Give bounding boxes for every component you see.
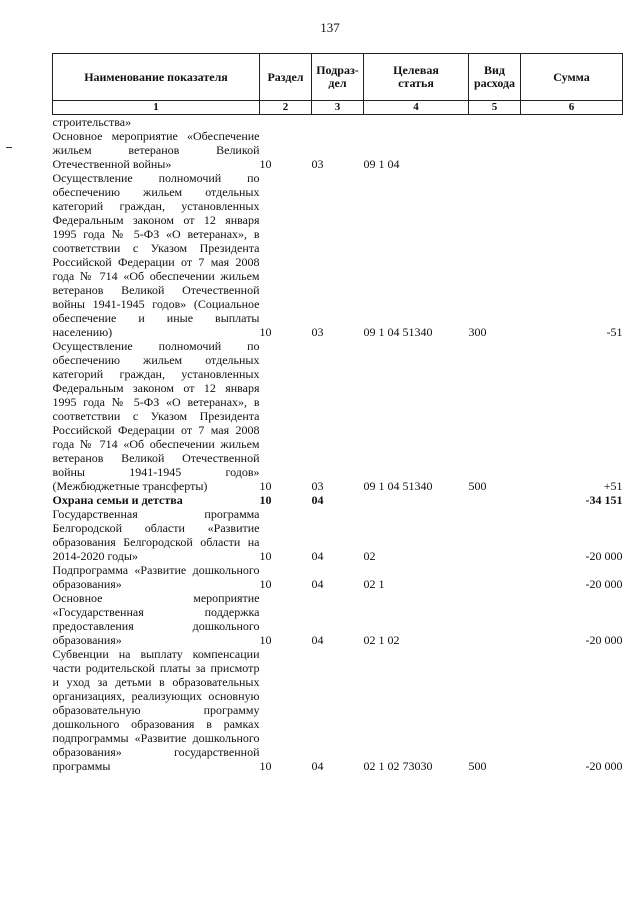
- column-number: 2: [260, 101, 312, 115]
- cell-target: [364, 493, 469, 507]
- cell-razdel: 10: [259, 549, 272, 563]
- cell-razdel: [260, 115, 312, 130]
- budget-table: [52, 53, 623, 773]
- cell-podrazdel: 03: [311, 479, 324, 493]
- cell-vid: [469, 115, 521, 130]
- cell-summa: +51: [603, 479, 623, 493]
- cell-vid: 500: [468, 479, 487, 493]
- margin-mark: [6, 147, 12, 148]
- table-row: [53, 507, 623, 563]
- table-row: [53, 563, 623, 591]
- cell-name: Охрана семьи и детства: [52, 493, 183, 507]
- cell-vid: [469, 591, 521, 647]
- cell-target: 09 1 04: [363, 157, 400, 171]
- cell-target: 09 1 04 51340: [363, 479, 433, 493]
- cell-summa: -20 000: [585, 759, 623, 773]
- cell-name: Основное мероприятие «Государственная поддержка предоставления дошкольного образования»: [52, 591, 260, 647]
- cell-vid: [469, 493, 521, 507]
- cell-name: строительства»: [52, 115, 132, 129]
- column-number-row: [53, 101, 623, 115]
- header-name: Наименование показателя: [53, 54, 260, 101]
- table-row: [53, 591, 623, 647]
- cell-razdel: 10: [259, 157, 272, 171]
- cell-vid: [469, 563, 521, 591]
- cell-summa: -20 000: [585, 549, 623, 563]
- column-number: 3: [312, 101, 364, 115]
- table-row: [53, 129, 623, 171]
- header-vid: Вид расхода: [469, 54, 521, 101]
- cell-target: 02: [363, 549, 376, 563]
- table-row: [53, 647, 623, 773]
- table-row: [53, 171, 623, 339]
- column-number: 6: [521, 101, 623, 115]
- cell-razdel: 10: [259, 633, 272, 647]
- cell-target: [364, 115, 469, 130]
- header-summa: Сумма: [521, 54, 623, 101]
- cell-podrazdel: 04: [311, 633, 324, 647]
- cell-vid: [469, 129, 521, 171]
- column-number: 1: [53, 101, 260, 115]
- table-row: [53, 115, 623, 130]
- cell-name: Основное мероприятие «Обеспечение жильем ветеранов Великой Отечественной войны»: [52, 129, 260, 171]
- cell-target: 09 1 04 51340: [363, 325, 433, 339]
- cell-target: 02 1: [363, 577, 385, 591]
- cell-razdel: 10: [259, 479, 272, 493]
- cell-vid: 500: [468, 759, 487, 773]
- cell-podrazdel: 04: [311, 549, 324, 563]
- cell-podrazdel: 04: [311, 759, 324, 773]
- header-podrazdel: Подраз- дел: [312, 54, 364, 101]
- cell-summa: [521, 115, 623, 130]
- header-razdel: Раздел: [260, 54, 312, 101]
- cell-name: Подпрограмма «Развитие дошкольного образования»: [52, 563, 260, 591]
- table-body: [53, 115, 623, 774]
- cell-name: Осуществление полномочий по обеспечению жильем отдельных категорий граждан, установленных Федеральным законом от 12 января 1995 года № 5-ФЗ «О ветеранах», в соответствии с Указом Президента Российской Федерации от 7 мая 2008 года № 714 «Об обеспечении жильем ветеранов Великой Отечественной войны 1941-1945 годов» (Социальное обеспечение и иные выплаты населению): [52, 171, 260, 339]
- cell-razdel: 10: [259, 325, 272, 339]
- column-number: 5: [469, 101, 521, 115]
- cell-summa: -20 000: [585, 577, 623, 591]
- cell-name: Субвенции на выплату компенсации части родительской платы за присмотр и уход за детьми в образовательных организациях, реализующих основную образовательную программу дошкольного образования в рамках подпрограммы «Развитие дошкольного образования» государственной программы: [52, 647, 260, 773]
- cell-target: 02 1 02: [363, 633, 400, 647]
- cell-razdel: 10: [259, 493, 272, 507]
- cell-podrazdel: [312, 115, 364, 130]
- header-target: Целевая статья: [364, 54, 469, 101]
- cell-podrazdel: 04: [311, 577, 324, 591]
- cell-name: Государственная программа Белгородской области «Развитие образования Белгородской области на 2014-2020 годы»: [52, 507, 260, 563]
- cell-podrazdel: 03: [311, 325, 324, 339]
- cell-summa: -51: [606, 325, 623, 339]
- page-number: 137: [320, 20, 340, 35]
- table-header-row: [53, 54, 623, 101]
- cell-razdel: 10: [259, 759, 272, 773]
- cell-summa: -34 151: [585, 493, 623, 507]
- table-row: [53, 493, 623, 507]
- column-number: 4: [364, 101, 469, 115]
- cell-summa: [521, 129, 623, 171]
- cell-summa: -20 000: [585, 633, 623, 647]
- cell-podrazdel: 04: [311, 493, 324, 507]
- cell-razdel: 10: [259, 577, 272, 591]
- cell-vid: [469, 507, 521, 563]
- cell-vid: 300: [468, 325, 487, 339]
- cell-target: 02 1 02 73030: [363, 759, 433, 773]
- cell-podrazdel: 03: [311, 157, 324, 171]
- cell-name: Осуществление полномочий по обеспечению жильем отдельных категорий граждан, установленных Федеральным законом от 12 января 1995 года № 5-ФЗ «О ветеранах», в соответствии с Указом Президента Российской Федерации от 7 мая 2008 года № 714 «Об обеспечении жильем ветеранов Великой Отечественной войны 1941-1945 годов» (Межбюджетные трансферты): [52, 339, 260, 493]
- table-row: [53, 339, 623, 493]
